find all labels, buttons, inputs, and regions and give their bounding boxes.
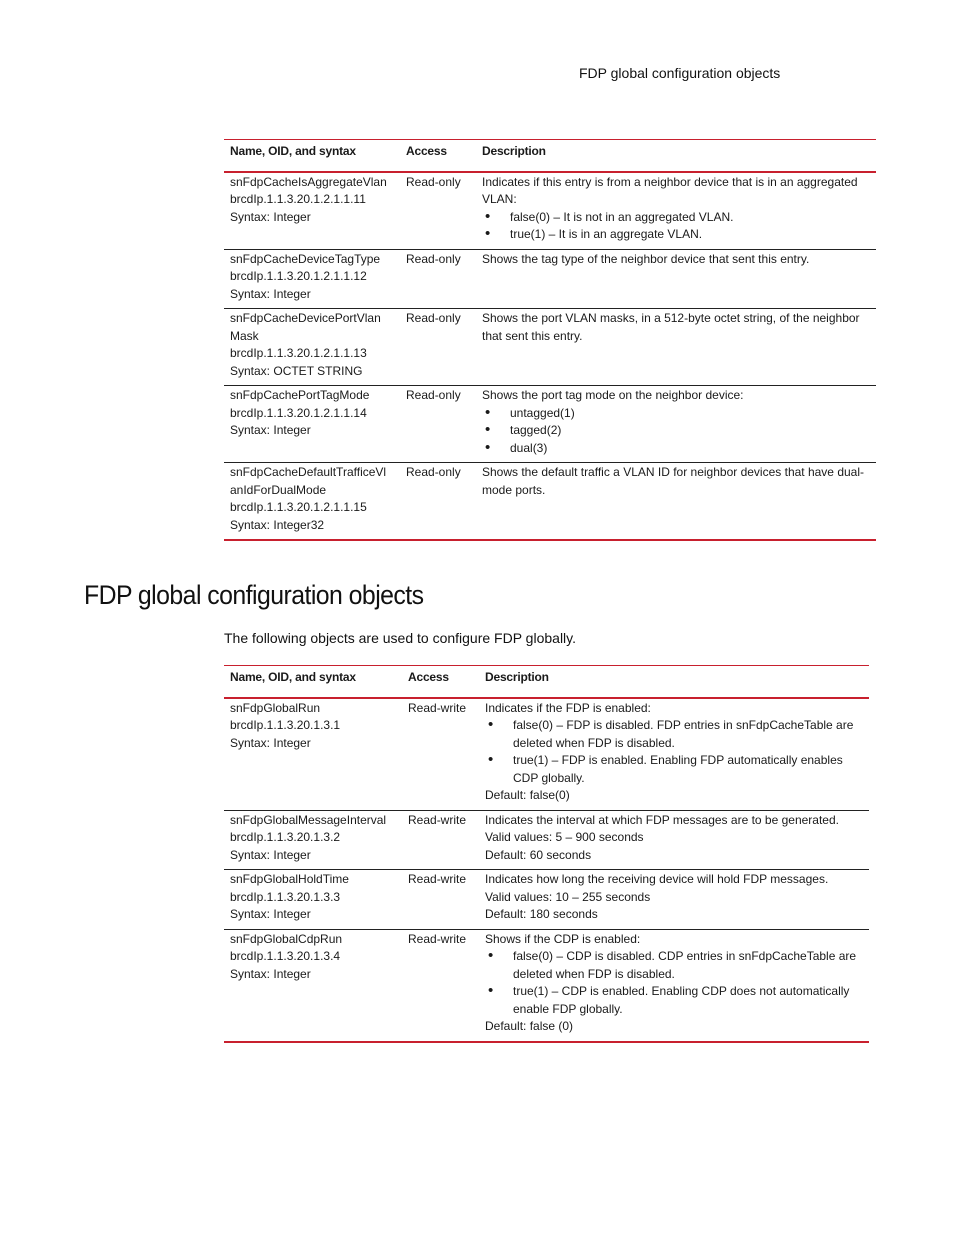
object-name-line: Syntax: Integer (230, 735, 311, 750)
object-name-line: brcdIp.1.1.3.20.1.2.1.1.13 (230, 346, 367, 360)
object-name-line: brcdIp.1.1.3.20.1.2.1.1.11 (230, 192, 366, 206)
description-cell (476, 386, 876, 463)
description-cell (479, 810, 869, 870)
object-name-cell (224, 172, 400, 250)
description-bullet: • false(0) – CDP is disabled. CDP entries in snFdpCacheTable are deleted when FDP is disabled. (485, 948, 863, 983)
description-bullet: • true(1) – It is in an aggregate VLAN. (482, 226, 870, 244)
object-name-line: brcdIp.1.1.3.20.1.3.2 (230, 830, 341, 844)
column-header-access: Access (402, 666, 479, 698)
table-row (224, 929, 869, 1042)
object-name-cell (224, 810, 402, 870)
table-row (224, 463, 876, 541)
object-name-line: snFdpCacheDevicePortVlan (230, 311, 381, 325)
object-name-line: Syntax: Integer (230, 966, 311, 981)
object-name-line: Syntax: Integer (230, 847, 311, 862)
fdp-cache-objects-table (224, 139, 876, 541)
description-bullet: • dual(3) (482, 440, 870, 458)
description-cell (476, 172, 876, 250)
description-cell (479, 870, 869, 930)
table-row (224, 870, 869, 930)
description-line: Shows the default traffic a VLAN ID for neighbor devices that have dual-mode ports. (482, 465, 864, 497)
description-line: Indicates the interval at which FDP messages are to be generated. (485, 812, 839, 827)
object-name-line: snFdpCacheIsAggregateVlan (230, 174, 387, 189)
object-name-cell (224, 309, 400, 386)
column-header-description: Description (476, 140, 876, 172)
description-line: Shows the port VLAN masks, in a 512-byte octet string, of the neighbor that sent this entry. (482, 311, 860, 343)
section-title: FDP global configuration objects (84, 580, 424, 610)
description-cell (479, 698, 869, 811)
object-name-line: snFdpCacheDefaultTrafficeVl (230, 465, 387, 479)
object-name-line: anIdForDualMode (230, 482, 327, 497)
access-cell: Read-only (400, 172, 476, 250)
description-bullet-list (485, 948, 863, 1018)
object-name-line: Syntax: Integer32 (230, 517, 325, 532)
description-cell (476, 463, 876, 541)
object-name-line: Syntax: Integer (230, 907, 311, 921)
object-name-line: Syntax: Integer (230, 209, 311, 224)
object-name-line: Syntax: Integer (230, 423, 311, 437)
description-line: Default: 180 seconds (485, 907, 598, 921)
table-row (224, 249, 876, 309)
description-cell (479, 929, 869, 1042)
object-name-line: snFdpGlobalCdpRun (230, 931, 343, 946)
description-cell (476, 309, 876, 386)
table-row (224, 172, 876, 250)
object-name-cell (224, 929, 402, 1042)
access-cell: Read-only (400, 463, 476, 541)
table-row (224, 810, 869, 870)
object-name-cell (224, 386, 400, 463)
description-cell (476, 249, 876, 309)
column-header-name: Name, OID, and syntax (224, 666, 402, 698)
table-row (224, 698, 869, 811)
description-line: Shows the port tag mode on the neighbor device: (482, 388, 744, 402)
object-name-line: Syntax: Integer (230, 286, 311, 301)
access-cell: Read-write (402, 810, 479, 870)
access-cell: Read-only (400, 386, 476, 463)
object-name-line: Mask (230, 328, 259, 343)
fdp-global-config-table (224, 665, 869, 1043)
object-name-line: snFdpCacheDeviceTagType (230, 251, 381, 266)
description-line: Valid values: 10 – 255 seconds (485, 889, 651, 904)
object-name-cell (224, 463, 400, 541)
table-row (224, 309, 876, 386)
object-name-line: snFdpGlobalMessageInterval (230, 812, 387, 827)
table-row (224, 386, 876, 463)
description-bullet: • true(1) – FDP is enabled. Enabling FDP automatically enables CDP globally. (485, 752, 863, 787)
description-line: Indicates if the FDP is enabled: (485, 700, 651, 715)
description-bullet-list (485, 717, 863, 787)
description-line: Valid values: 5 – 900 seconds (485, 830, 644, 844)
description-bullet: • true(1) – CDP is enabled. Enabling CDP does not automatically enable FDP globally. (485, 983, 863, 1018)
description-bullet: • false(0) – FDP is disabled. FDP entries in snFdpCacheTable are deleted when FDP is disabled. (485, 717, 863, 752)
description-line: Default: false (0) (485, 1019, 574, 1033)
object-name-cell (224, 870, 402, 930)
object-name-line: brcdIp.1.1.3.20.1.2.1.1.12 (230, 269, 367, 283)
table-header-row (224, 140, 876, 172)
object-name-line: brcdIp.1.1.3.20.1.3.1 (230, 718, 341, 732)
column-header-name: Name, OID, and syntax (224, 140, 400, 172)
description-bullet: • untagged(1) (482, 405, 870, 423)
access-cell: Read-only (400, 249, 476, 309)
object-name-line: brcdIp.1.1.3.20.1.3.4 (230, 949, 341, 963)
column-header-access: Access (400, 140, 476, 172)
description-line: Default: 60 seconds (485, 847, 592, 862)
object-name-cell (224, 698, 402, 811)
description-line: Indicates if this entry is from a neighbor device that is in an aggregated VLAN: (482, 174, 858, 206)
section-intro: The following objects are used to configure FDP globally. (224, 630, 577, 646)
object-name-line: Syntax: OCTET STRING (230, 363, 363, 378)
description-line: Shows if the CDP is enabled: (485, 931, 641, 946)
object-name-line: brcdIp.1.1.3.20.1.2.1.1.14 (230, 405, 367, 420)
object-name-line: snFdpCachePortTagMode (230, 388, 370, 402)
description-bullet-list (482, 209, 870, 244)
description-line: Indicates how long the receiving device will hold FDP messages. (485, 872, 829, 886)
object-name-line: brcdIp.1.1.3.20.1.2.1.1.15 (230, 500, 367, 514)
object-name-line: brcdIp.1.1.3.20.1.3.3 (230, 889, 341, 904)
description-line: Default: false(0) (485, 788, 570, 802)
access-cell: Read-write (402, 929, 479, 1042)
object-name-line: snFdpGlobalHoldTime (230, 872, 349, 886)
access-cell: Read-write (402, 870, 479, 930)
table-header-row (224, 666, 869, 698)
running-header: FDP global configuration objects (579, 65, 781, 81)
column-header-description: Description (479, 666, 869, 698)
description-bullet-list (482, 405, 870, 458)
description-bullet: • false(0) – It is not in an aggregated VLAN. (482, 209, 870, 227)
access-cell: Read-only (400, 309, 476, 386)
object-name-line: snFdpGlobalRun (230, 700, 321, 715)
access-cell: Read-write (402, 698, 479, 811)
object-name-cell (224, 249, 400, 309)
description-bullet: • tagged(2) (482, 422, 870, 440)
description-line: Shows the tag type of the neighbor device that sent this entry. (482, 251, 810, 266)
